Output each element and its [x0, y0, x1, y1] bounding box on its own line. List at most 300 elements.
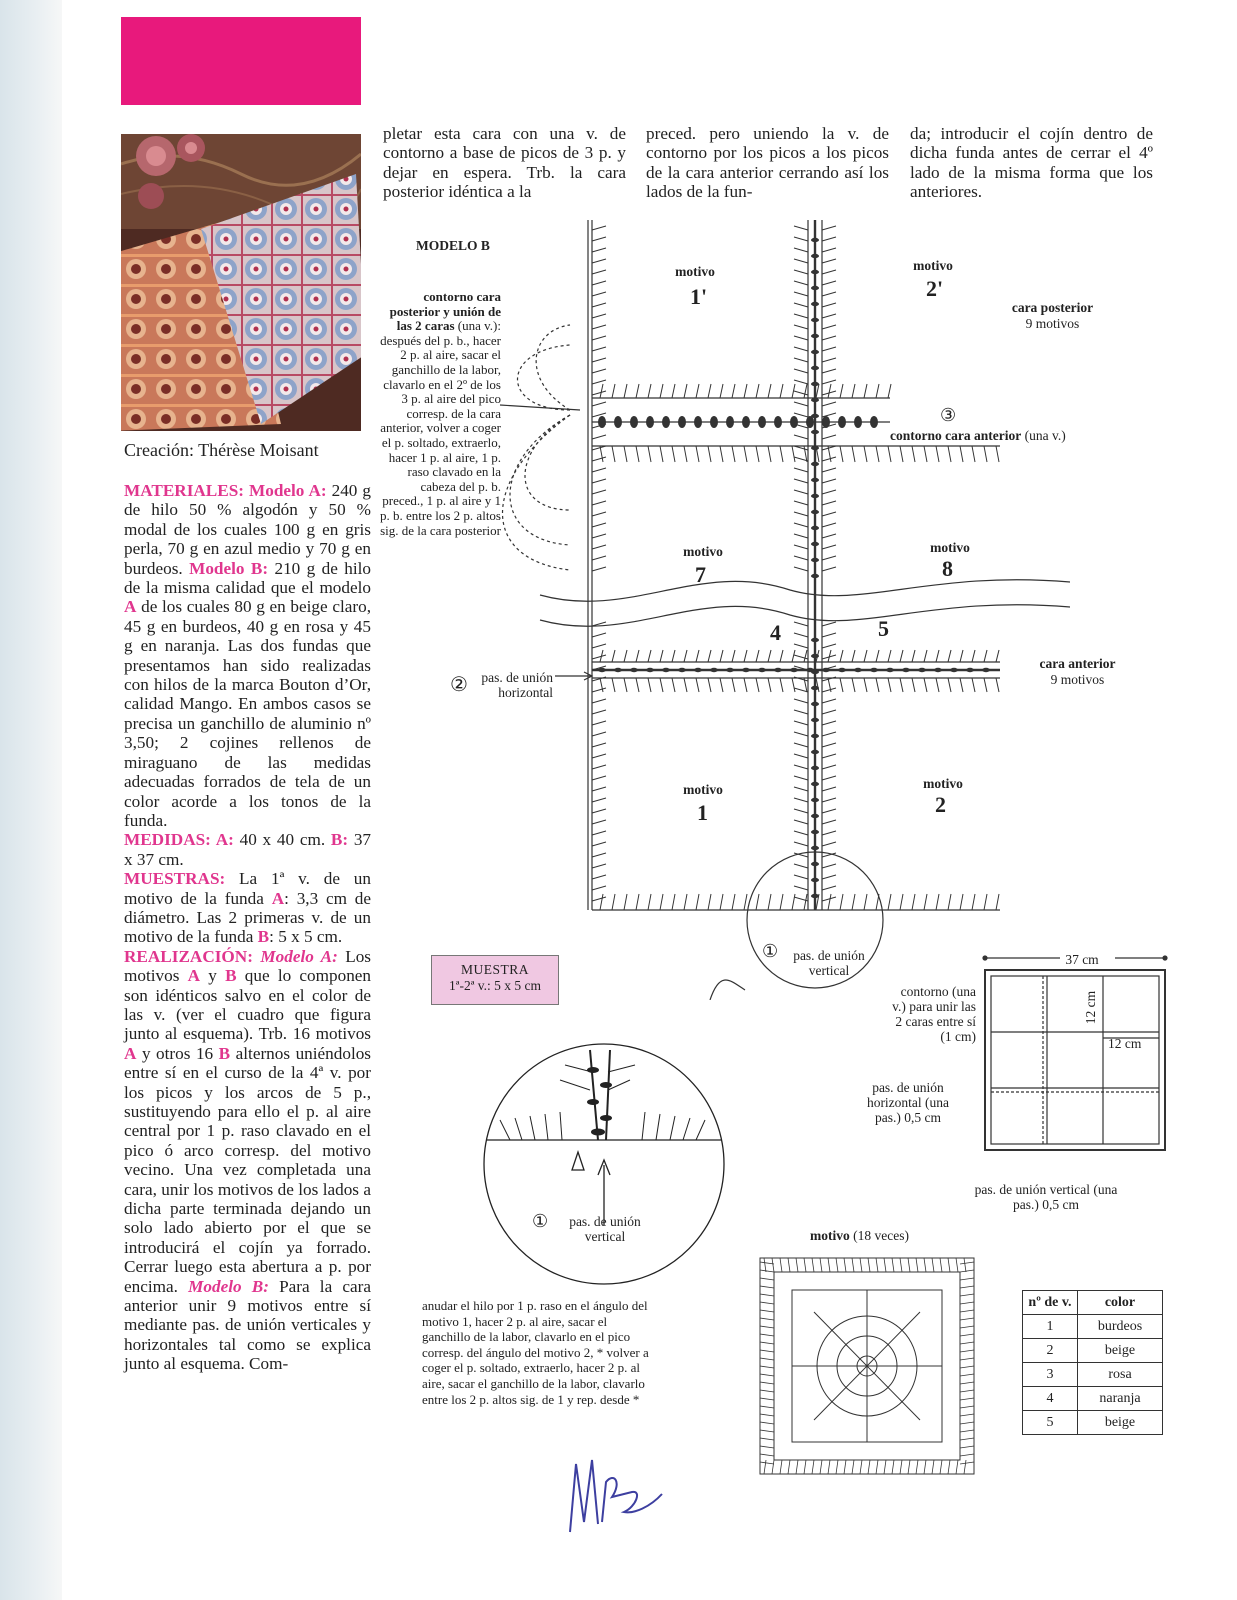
stitch-mark: [592, 435, 606, 439]
motif-stitch: [760, 1446, 774, 1448]
motif-stitch: [796, 1258, 798, 1272]
stitch-mark: [744, 384, 747, 398]
stitch-mark: [996, 446, 999, 462]
header-color: color: [1078, 1291, 1163, 1315]
stitch-mark: [972, 894, 975, 910]
stitch-mark: [732, 384, 735, 398]
stitch-mark: [794, 435, 808, 439]
stitch-mark: [876, 650, 879, 662]
stitch-mark: [794, 380, 808, 384]
motif-stitch: [960, 1286, 974, 1288]
motif-stitch: [760, 1310, 774, 1312]
stitch-mark: [592, 303, 606, 307]
pas-horizontal-dimension-label: pas. de unión horizontal (una pas.) 0,5 cm: [866, 1080, 950, 1125]
motif-stitch: [868, 1258, 870, 1272]
stitch-mark: [822, 479, 836, 483]
stitch-mark: [756, 446, 759, 462]
stitch-mark: [794, 281, 808, 285]
table-row: [1023, 1387, 1163, 1411]
stitch-mark: [744, 894, 747, 910]
stitch-mark: [822, 633, 836, 637]
stitch-mark: [708, 650, 711, 662]
stitch-mark: [822, 501, 836, 505]
pas-union-vertical-label: pas. de unión vertical: [793, 948, 865, 978]
stitch-mark: [756, 894, 759, 910]
motif-stitch: [960, 1262, 974, 1264]
stitch-mark: [852, 678, 855, 692]
stitch-mark: [696, 894, 699, 910]
stitch-mark: [840, 678, 843, 692]
join-stitch: [710, 668, 718, 672]
stitch-mark: [732, 650, 735, 662]
join-stitch: [811, 750, 819, 754]
stitch-mark: [822, 314, 836, 318]
stitch-mark: [780, 650, 783, 662]
stitch-mark: [852, 384, 855, 398]
stitch-mark: [822, 743, 836, 747]
motif-stitch: [960, 1462, 974, 1464]
motif-stitch: [900, 1460, 902, 1474]
stitch-mark: [592, 732, 606, 736]
stitch-mark: [732, 446, 735, 462]
join-stitch: [811, 318, 819, 322]
stitch-mark: [840, 446, 843, 462]
stitch-mark: [822, 490, 836, 494]
stitch-mark: [840, 894, 843, 910]
motif-stitch: [884, 1258, 886, 1272]
stitch-mark: [592, 710, 606, 714]
contour-stitch: [630, 416, 638, 428]
stitch-mark: [822, 820, 836, 824]
stitch-mark: [592, 523, 606, 527]
stitch-mark: [756, 384, 759, 398]
motif-stitch: [788, 1460, 790, 1474]
stitch-mark: [780, 446, 783, 462]
motivo-1-label: motivo: [683, 782, 723, 797]
stitch-mark: [592, 446, 606, 450]
medidas-text-b: 37 x 37 cm.: [124, 830, 372, 869]
stitch-mark: [720, 446, 723, 462]
join-stitch: [811, 878, 819, 882]
stitch-mark: [684, 894, 687, 910]
join-stitch: [811, 254, 819, 258]
motif-stitch: [960, 1454, 974, 1456]
contour-stitch: [838, 416, 846, 428]
motif-stitch: [760, 1422, 774, 1424]
medidas-text-a: 40 x 40 cm.: [233, 830, 331, 850]
motivo-2-label: motivo: [923, 776, 963, 791]
cara-anterior-label: cara anterior: [1039, 656, 1116, 671]
stitch-mark: [888, 650, 891, 662]
stitch-mark: [794, 479, 808, 483]
stitch-mark: [696, 384, 699, 398]
join-stitch: [854, 668, 862, 672]
medidas-b: B:: [330, 830, 349, 850]
stitch-mark: [794, 248, 808, 252]
muestras-text3: : 5 x 5 cm.: [269, 927, 343, 947]
join-stitch: [662, 668, 670, 672]
stitch-mark: [636, 650, 639, 662]
realizacion-t1: Los motivos: [124, 946, 371, 986]
stitch-mark: [794, 787, 808, 791]
table-row: [1023, 1315, 1163, 1339]
stitch-mark: [592, 820, 606, 824]
motivo-7-number: 7: [695, 562, 706, 587]
realizacion-paragraph: [124, 947, 371, 1374]
stitch-mark: [888, 446, 891, 462]
stitch-mark: [794, 336, 808, 340]
stitch-mark: [822, 534, 836, 538]
join-stitch: [918, 668, 926, 672]
width-dimension-label: 37 cm: [1065, 952, 1099, 967]
stitch-mark: [794, 490, 808, 494]
cara-anterior-count: 9 motivos: [1050, 672, 1105, 687]
motif-stitch: [760, 1294, 774, 1296]
realizacion-t3: que lo componen son idénticos salvo en el color de las v. (ver el cuadro que figura junto al esquema). Trb. 16 motivos: [124, 966, 372, 1044]
join-stitch: [811, 654, 819, 658]
stitch-mark: [822, 347, 836, 351]
stitch-mark: [794, 391, 808, 395]
motif-stitch: [788, 1258, 790, 1272]
stitch-mark: [768, 894, 771, 910]
motif-stitch: [844, 1258, 846, 1272]
stitch-mark: [794, 259, 808, 263]
contour-stitch: [774, 416, 782, 428]
join-stitch: [811, 766, 819, 770]
motif-stitch: [960, 1398, 974, 1400]
medidas-heading: MEDIDAS: A:: [124, 830, 234, 850]
stitch-mark: [822, 435, 836, 439]
motif-stitch: [956, 1460, 958, 1474]
stitch-mark: [828, 384, 831, 398]
stitch-mark: [816, 384, 819, 398]
stitch-mark: [592, 655, 606, 659]
motif-stitch: [884, 1460, 886, 1474]
motif-stitch: [960, 1350, 974, 1352]
stitch-mark: [768, 678, 771, 692]
motif-stitch: [960, 1326, 974, 1328]
stitch-mark: [592, 798, 606, 802]
join-stitch: [811, 702, 819, 706]
stitch-mark: [822, 281, 836, 285]
stitch-mark: [592, 809, 606, 813]
motif-stitch: [804, 1258, 806, 1272]
stitch-mark: [888, 678, 891, 692]
stitch-mark: [876, 894, 879, 910]
stitch-mark: [972, 446, 975, 462]
motif-stitch: [932, 1460, 934, 1474]
stitch-mark: [794, 842, 808, 846]
motif-stitch: [960, 1310, 974, 1312]
stitch-mark: [592, 248, 606, 252]
motif-stitch: [836, 1460, 838, 1474]
motif-stitch: [948, 1460, 950, 1474]
stitch-mark: [592, 754, 606, 758]
join-stitch: [982, 668, 990, 672]
stitch-mark: [794, 567, 808, 571]
stitch-mark: [984, 650, 987, 662]
motif-stitch: [828, 1258, 830, 1272]
medidas-paragraph: [124, 830, 371, 869]
inner-dimension-label: 12 cm: [1108, 1036, 1142, 1051]
motif-stitch: [760, 1398, 774, 1400]
muestras-heading: MUESTRAS:: [124, 869, 226, 889]
stitch-mark: [794, 347, 808, 351]
stitch-mark: [828, 894, 831, 910]
stitch-mark: [852, 446, 855, 462]
stitch-mark: [822, 897, 836, 901]
stitch-mark: [780, 894, 783, 910]
stitch-mark: [822, 468, 836, 472]
contorno-dimension-label: contorno (una v.) para unir las 2 caras entre sí (1 cm): [892, 984, 976, 1044]
step-1-marker: ①: [762, 941, 779, 961]
join-stitch: [811, 574, 819, 578]
materiales-heading: MATERIALES: Modelo A:: [124, 481, 327, 500]
table-row: [1023, 1363, 1163, 1387]
motif-stitch: [960, 1382, 974, 1384]
motivo-chart-title-text: (18 veces): [849, 1228, 909, 1243]
motivo-1p-number: 1': [690, 284, 708, 309]
stitch-mark: [636, 894, 639, 910]
stitch-mark: [876, 384, 879, 398]
stitch-mark: [592, 380, 606, 384]
stitch-mark: [756, 678, 759, 692]
model-a-ref: A: [271, 888, 285, 908]
motif-stitch: [876, 1258, 878, 1272]
stitch-mark: [794, 402, 808, 406]
stitch-mark: [794, 501, 808, 505]
stitch-mark: [636, 678, 639, 692]
join-stitch: [811, 862, 819, 866]
pas-union-horizontal-label: pas. de unión horizontal: [481, 670, 553, 700]
join-stitch: [811, 718, 819, 722]
stitch-mark: [672, 650, 675, 662]
realizacion-t6: Para la cara anterior unir 9 motivos entre sí mediante pas. de unión verticales y horizontales tal como se explica junto al esquema. Com-: [124, 1276, 371, 1374]
stitch-mark: [592, 358, 606, 362]
stitch-mark: [600, 384, 603, 398]
join-stitch: [811, 846, 819, 850]
motif-stitch: [956, 1258, 958, 1272]
stitch-mark: [600, 446, 603, 462]
motif-stitch: [868, 1460, 870, 1474]
motif-stitch-chart: [752, 1250, 982, 1482]
motif-stitch: [764, 1460, 766, 1474]
contour-stitch: [854, 416, 862, 428]
table-row: [1023, 1339, 1163, 1363]
stitch-mark: [900, 446, 903, 462]
stitch-mark: [660, 650, 663, 662]
stitch-mark: [924, 446, 927, 462]
stitch-mark: [624, 894, 627, 910]
stitch-mark: [822, 864, 836, 868]
stitch-mark: [822, 358, 836, 362]
stitch-mark: [592, 501, 606, 505]
motif-stitch: [960, 1342, 974, 1344]
stitch-mark: [592, 765, 606, 769]
stitch-mark: [636, 384, 639, 398]
stitch-mark: [592, 314, 606, 318]
text-column-4: da; introducir el cojín dentro de dicha funda antes de cerrar el 4º lado de la misma forma que los anteriores.: [910, 124, 1153, 202]
stitch-mark: [592, 776, 606, 780]
stitch-mark: [822, 270, 836, 274]
stitch-mark: [960, 678, 963, 692]
stitch-mark: [592, 237, 606, 241]
stitch-mark: [794, 468, 808, 472]
stitch-mark: [794, 314, 808, 318]
motif-stitch: [964, 1460, 966, 1474]
stitch-mark: [708, 446, 711, 462]
stitch-mark: [948, 650, 951, 662]
stitch-mark: [822, 457, 836, 461]
stitch-mark: [720, 650, 723, 662]
stitch-mark: [592, 842, 606, 846]
motif-stitch: [760, 1262, 774, 1264]
stitch-mark: [732, 678, 735, 692]
stitch-mark: [720, 894, 723, 910]
stitch-mark: [624, 446, 627, 462]
contorno-posterior-text: (una v.): después del p. b., hacer 2 p. al aire, sacar el ganchillo de la labor, clavarlo en el 2º de los 3 p. al aire del pico corresp. de la cara anterior, volver a coger el p. soltado, extraerlo, hacer 1 p. al aire, 1 p. raso clavado en la cabeza del p. b. preced., 1 p. al aire y 1 p. b. entre los 2 p. altos sig. de la cara posterior: [380, 318, 501, 538]
realizacion-t2: y: [200, 966, 226, 986]
join-stitch: [886, 668, 894, 672]
motivo-5-number: 5: [878, 616, 889, 641]
stitch-mark: [794, 831, 808, 835]
model-b-ref: B: [257, 927, 270, 947]
step-2-marker: ②: [450, 674, 468, 696]
stitch-mark: [696, 678, 699, 692]
stitch-mark: [960, 894, 963, 910]
stitch-mark: [592, 347, 606, 351]
stitch-mark: [792, 446, 795, 462]
stitch-mark: [696, 650, 699, 662]
stitch-mark: [648, 894, 651, 910]
join-stitch: [694, 668, 702, 672]
muestra-text: 1ª-2ª v.: 5 x 5 cm: [448, 978, 542, 993]
join-stitch: [811, 238, 819, 242]
stitch-mark: [794, 732, 808, 736]
stitch-mark: [794, 237, 808, 241]
motif-stitch: [960, 1318, 974, 1320]
join-stitch: [630, 668, 638, 672]
join-stitch: [811, 494, 819, 498]
stitch-mark: [960, 650, 963, 662]
join-stitch: [838, 668, 846, 672]
join-stitch: [811, 814, 819, 818]
round-number: 4: [1023, 1387, 1078, 1411]
page-edge-shadow: [0, 0, 62, 1600]
join-stitch: [774, 668, 782, 672]
stitch-mark: [822, 622, 836, 626]
motif-stitch: [960, 1438, 974, 1440]
stitch-mark: [592, 457, 606, 461]
motif-stitch: [960, 1302, 974, 1304]
stitch-mark: [888, 894, 891, 910]
motif-stitch: [960, 1270, 974, 1272]
stitch-mark: [822, 259, 836, 263]
stitch-mark: [794, 413, 808, 417]
stitch-mark: [864, 384, 867, 398]
join-stitch: [811, 542, 819, 546]
stitch-mark: [592, 325, 606, 329]
step-1-detail-marker: ①: [532, 1211, 549, 1231]
modelo-b-label: MODELO B: [416, 238, 490, 253]
motif-stitch: [760, 1270, 774, 1272]
motivo-chart-title: [810, 1228, 909, 1243]
stitch-mark: [592, 831, 606, 835]
stitch-mark: [822, 644, 836, 648]
motif-stitch: [820, 1258, 822, 1272]
contorno-anterior-bold: contorno cara anterior: [890, 428, 1022, 443]
motif-stitch: [960, 1366, 974, 1368]
motif-stitch: [876, 1460, 878, 1474]
stitch-mark: [794, 721, 808, 725]
stitch-mark: [592, 468, 606, 472]
stitch-mark: [822, 688, 836, 692]
stitch-mark: [912, 650, 915, 662]
stitch-mark: [822, 732, 836, 736]
stitch-mark: [744, 678, 747, 692]
round-number: 1: [1023, 1315, 1078, 1339]
stitch-mark: [768, 650, 771, 662]
stitch-mark: [804, 650, 807, 662]
stitch-mark: [592, 897, 606, 901]
motivo-4-number: 4: [770, 620, 781, 645]
stitch-mark: [592, 402, 606, 406]
motif-stitch: [760, 1358, 774, 1360]
stitch-mark: [794, 446, 808, 450]
materiales-text-a: 240 g de hilo 50 % algodón y 50 % modal de los cuales 100 g en gris perla, 70 g en azul medio y 70 g en burdeos.: [124, 481, 371, 578]
stitch-mark: [592, 259, 606, 263]
stitch-mark: [756, 650, 759, 662]
motif-stitch: [960, 1422, 974, 1424]
stitch-mark: [648, 446, 651, 462]
stitch-mark: [840, 650, 843, 662]
stitch-mark: [924, 650, 927, 662]
join-stitch: [950, 668, 958, 672]
join-stitch: [646, 668, 654, 672]
join-stitch: [726, 668, 734, 672]
motif-stitch: [844, 1460, 846, 1474]
motif-stitch: [940, 1258, 942, 1272]
stitch-mark: [592, 336, 606, 340]
muestra-box: [431, 955, 559, 1005]
stitch-mark: [972, 650, 975, 662]
motif-stitch: [960, 1294, 974, 1296]
join-stitch: [614, 668, 622, 672]
stitch-mark: [948, 678, 951, 692]
stitch-mark: [794, 776, 808, 780]
model-a-ref: A: [124, 597, 137, 617]
stitch-mark: [592, 853, 606, 857]
magenta-header-bar: [121, 17, 361, 105]
stitch-mark: [794, 754, 808, 758]
motif-stitch: [760, 1390, 774, 1392]
contour-stitch: [614, 416, 622, 428]
stitch-mark: [592, 644, 606, 648]
motif-stitch: [908, 1460, 910, 1474]
motif-stitch: [860, 1460, 862, 1474]
join-stitch: [811, 782, 819, 786]
join-stitch: [811, 398, 819, 402]
stitch-mark: [794, 886, 808, 890]
stitch-mark: [592, 413, 606, 417]
join-stitch: [934, 668, 942, 672]
stitch-mark: [794, 633, 808, 637]
stitch-mark: [592, 688, 606, 692]
stitch-mark: [794, 743, 808, 747]
side-dimension-label: 12 cm: [1083, 990, 1099, 1025]
motif-stitch: [764, 1258, 766, 1272]
motif-stitch: [916, 1460, 918, 1474]
